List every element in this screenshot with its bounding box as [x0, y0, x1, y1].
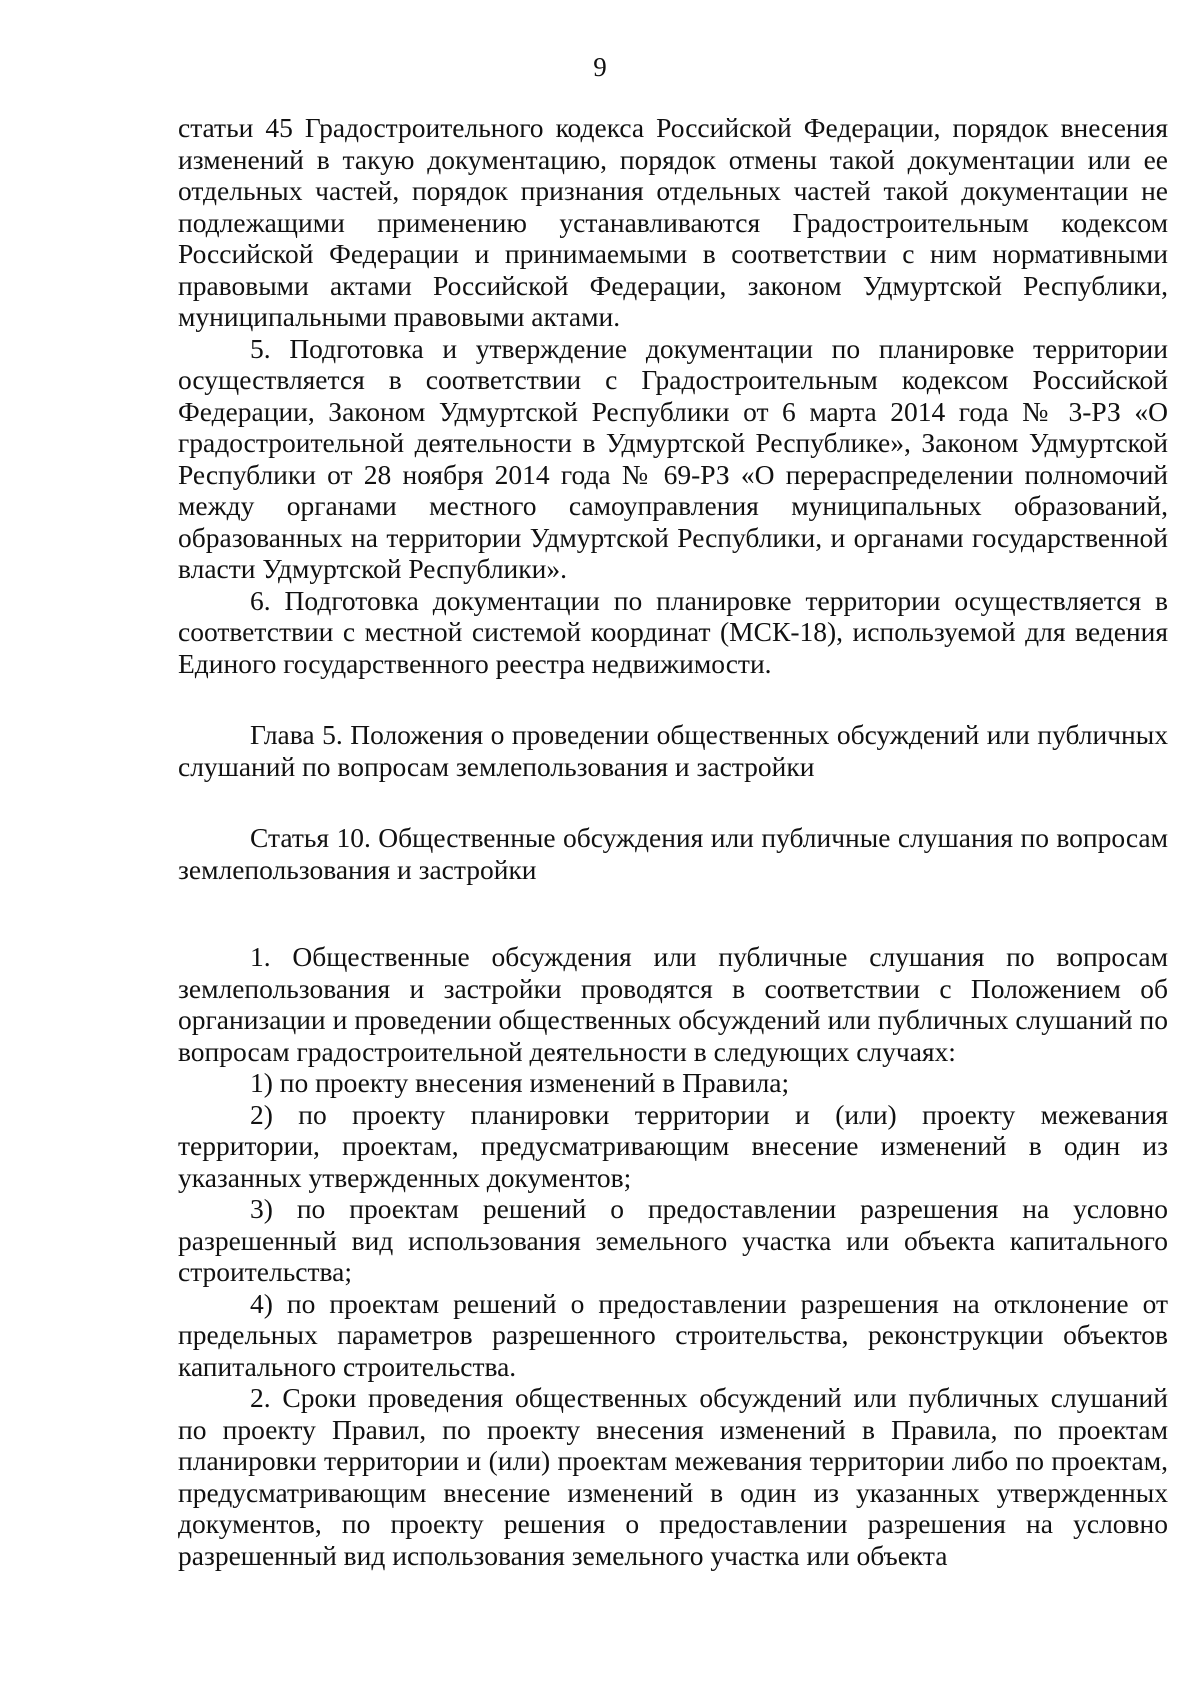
- article-heading: Статья 10. Общественные обсуждения или публичные слушания по вопросам землепользования и застройки: [178, 822, 1168, 885]
- chapter-heading: Глава 5. Положения о проведении общественных обсуждений или публичных слушаний по вопросам землепользования и застройки: [178, 719, 1168, 782]
- paragraph-article-2: 2. Сроки проведения общественных обсуждений или публичных слушаний по проекту Правил, по проекту внесения изменений в Правила, по проектам планировки территории и (или) проектам межевания территории либо по проектам, предусматривающим внесение изменений в один из указанных утвержденных документов, по проекту решения о предоставлении разрешения на условно разрешенный вид использования земельного участка или объекта: [178, 1382, 1168, 1571]
- spacer: [178, 782, 1168, 822]
- paragraph-item-6: 6. Подготовка документации по планировке территории осуществляется в соответствии с местной системой координат (МСК-18), используемой для ведения Единого государственного реестра недвижимости.: [178, 584, 1168, 679]
- document-body: [178, 112, 1168, 1571]
- list-item-4: 4) по проектам решений о предоставлении разрешения на отклонение от предельных параметров разрешенного строительства, реконструкции объектов капитального строительства.: [178, 1287, 1168, 1382]
- list-item-3: 3) по проектам решений о предоставлении разрешения на условно разрешенный вид использования земельного участка или объекта капитального строительства;: [178, 1193, 1168, 1287]
- spacer: [178, 679, 1168, 719]
- paragraph-continuation: статьи 45 Градостроительного кодекса Российской Федерации, порядок внесения изменений в такую документацию, порядок отмены такой документации или ее отдельных частей, порядок признания отдельных частей такой документации не подлежащими применению устанавливаются Градостроительным кодексом Российской Федерации и принимаемыми в соответствии с ним нормативными правовыми актами Российской Федерации, законом Удмуртской Республики, муниципальными правовыми актами.: [178, 112, 1168, 332]
- page-number: 9: [593, 52, 607, 82]
- spacer: [178, 885, 1168, 941]
- list-item-2: 2) по проекту планировки территории и (или) проекту межевания территории, проектам, предусматривающим внесение изменений в один из указанных утвержденных документов;: [178, 1098, 1168, 1193]
- paragraph-item-5: 5. Подготовка и утверждение документации по планировке территории осуществляется в соответствии с Градостроительным кодексом Российской Федерации, Законом Удмуртской Республики от 6 марта 2014 года № 3-РЗ «О градостроительной деятельности в Удмуртской Республике», Законом Удмуртской Республики от 28 ноября 2014 года № 69-РЗ «О перераспределении полномочий между органами местного самоуправления муниципальных образований, образованных на территории Удмуртской Республики, и органами государственной власти Удмуртской Республики».: [178, 332, 1168, 584]
- paragraph-article-1: 1. Общественные обсуждения или публичные слушания по вопросам землепользования и застройки проводятся в соответствии с Положением об организации и проведении общественных обсуждений или публичных слушаний по вопросам градостроительной деятельности в следующих случаях:: [178, 941, 1168, 1067]
- list-item-1: 1) по проекту внесения изменений в Правила;: [250, 1067, 790, 1098]
